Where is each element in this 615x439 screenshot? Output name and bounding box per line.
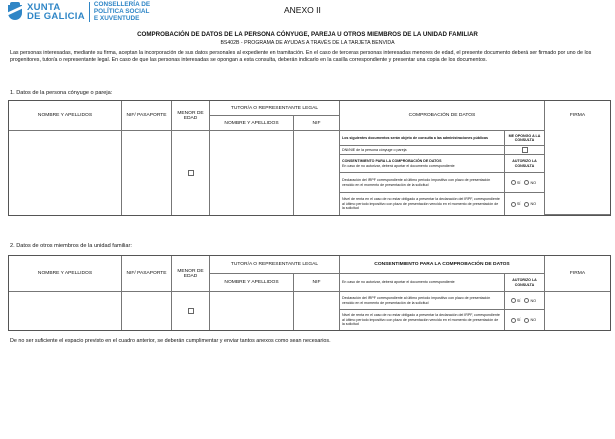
check-row-irpf: Declaración del IRPF correspondiente al último período impositivo con plazo de presentación vencido en el momento de presentación de la solicitud	[340, 173, 505, 193]
member-irpf-no-label: NO	[530, 298, 537, 303]
logo-divider	[89, 2, 90, 22]
spouse-tutor-name-cell[interactable]	[210, 131, 294, 215]
members-table	[8, 255, 611, 331]
section2-heading: 2. Datos de otros miembros de la unidad familiar:	[10, 243, 132, 249]
irpf-no-label: NO	[530, 180, 537, 185]
col-nif-header: NIF/ PASAPORTE	[122, 101, 172, 131]
col-tutor-name-header: NOMBRE Y APELLIDOS	[210, 116, 294, 131]
irpf-radio-group	[505, 173, 545, 193]
income-yes-label: SÍ	[516, 202, 521, 206]
irpf-yes-radio[interactable]	[511, 180, 516, 185]
irpf-no-radio[interactable]	[524, 180, 529, 185]
member-irpf-yes-radio[interactable]	[511, 298, 516, 303]
member-income-no-label: NO	[530, 318, 537, 322]
col-name-header: NOMBRE Y APELLIDOS	[9, 101, 122, 131]
check-row-income: Nivel de renta en el caso de no estar obligado a presentar la declaración del IRPF, correspondiente al último período impositivo con plazo de presentación vencido en el momento de presentación de la solicitud	[340, 193, 505, 215]
dept-line1: CONSELLERÍA DE	[93, 1, 151, 8]
income-no-label: NO	[530, 202, 537, 206]
oppose-label: ME OPONGO A LA CONSULTA	[505, 131, 545, 146]
income-no-radio[interactable]	[524, 202, 529, 207]
authorize2-label: AUTORIZO LA CONSULTA	[505, 274, 545, 292]
oppose-cell	[505, 146, 545, 155]
spouse-table	[8, 100, 611, 216]
member-tutor-nif-cell[interactable]	[294, 292, 340, 330]
member-income-yes-radio[interactable]	[511, 318, 516, 323]
member-income-yes-label: SÍ	[516, 318, 521, 322]
col2-minor-header: MENOR DE EDAD	[172, 256, 210, 292]
xunta-logo	[6, 2, 150, 22]
consent-title: CONSENTIMIENTO PARA LA COMPROBACIÓN DE DATOS	[342, 159, 442, 164]
col2-tutor-name-header: NOMBRE Y APELLIDOS	[210, 274, 294, 292]
member-name-cell[interactable]	[9, 292, 122, 330]
footer-note: De no ser suficiente el espacio previsto en el cuadro anterior, se deberán cumplimentar y enviar tantos anexos como sean necesarios.	[10, 338, 331, 344]
spouse-name-cell[interactable]	[9, 131, 122, 215]
member-tutor-name-cell[interactable]	[210, 292, 294, 330]
col-tutor-nif-header: NIF	[294, 116, 340, 131]
spouse-tutor-nif-cell[interactable]	[294, 131, 340, 215]
member-irpf-row: Declaración del IRPF correspondiente al último período impositivo con plazo de presentación vencido en el momento de presentación de la solicitud	[340, 292, 505, 310]
member-irpf-radio-group	[505, 292, 545, 310]
section1-heading: 1. Datos de la persona cónyuge o pareja:	[10, 90, 113, 96]
consent-sub: En caso de no autorizar, deberá aportar el documento correspondiente	[342, 163, 455, 168]
member-sign-cell[interactable]	[545, 292, 610, 330]
logo-line1: XUNTA	[27, 2, 61, 14]
check-row-a: Los siguientes documentos serán objeto de consulta a las administraciones públicas	[340, 131, 505, 146]
col2-tutor-header: TUTOR/A O REPRESENTANTE LEGAL	[210, 256, 340, 274]
member-minor-checkbox[interactable]	[188, 308, 194, 314]
col-check-header: COMPROBACIÓN DE DATOS	[340, 101, 545, 131]
spouse-nif-cell[interactable]	[122, 131, 172, 215]
galicia-shield-icon	[6, 2, 24, 22]
member-income-row: Nivel de renta en el caso de no estar obligado a presentar la declaración del IRPF, correspondiente al último período impositivo con plazo de presentación vencido en el momento de presentación de la solicitud	[340, 310, 505, 330]
col2-nif-header: NIF/ PASAPORTE	[122, 256, 172, 292]
col-minor-header: MENOR DE EDAD	[172, 101, 210, 131]
member-income-no-radio[interactable]	[524, 318, 529, 323]
member-irpf-yes-label: SÍ	[516, 298, 521, 303]
income-yes-radio[interactable]	[511, 202, 516, 207]
oppose-checkbox[interactable]	[522, 147, 528, 153]
annex-label: ANEXO II	[284, 5, 321, 15]
logo-line2: DE GALICIA	[27, 11, 85, 23]
page-title: COMPROBACIÓN DE DATOS DE LA PERSONA CÓNYUGE, PAREJA U OTROS MIEMBROS DE LA UNIDAD FAMILIAR	[137, 31, 478, 38]
col2-tutor-nif-header: NIF	[294, 274, 340, 292]
member-minor-cell	[172, 292, 210, 330]
spouse-minor-cell	[172, 131, 210, 215]
check-row-c	[340, 155, 505, 173]
col-sign-header	[545, 101, 610, 215]
income-radio-group	[505, 193, 545, 215]
sign-label: FIRMA	[569, 113, 586, 118]
col2-name-header: NOMBRE Y APELLIDOS	[9, 256, 122, 292]
dept-line2: POLÍTICA SOCIAL	[93, 7, 150, 15]
consent2-sub: En caso de no autorizar, deberá aportar el documento correspondiente	[340, 274, 505, 292]
member-irpf-no-radio[interactable]	[524, 298, 529, 303]
col2-consent-header: CONSENTIMIENTO PARA LA COMPROBACIÓN DE DATOS	[340, 256, 545, 274]
authorize-label: AUTORIZO LA CONSULTA	[505, 155, 545, 173]
check-row-b: DNI/NIE de la persona cónyuge o pareja	[340, 146, 505, 155]
spouse-minor-checkbox[interactable]	[188, 170, 194, 176]
member-income-radio-group	[505, 310, 545, 330]
col2-sign-header: FIRMA	[545, 256, 610, 292]
intro-text: Las personas interesadas, mediante su firma, aceptan la incorporación de sus datos personales al expediente en tramitación. En el caso de terceras personas interesadas menores de edad, el presente documento deberá ser firmado por uno de los progenitores, tutor/a o representante legal. En caso de que las personas interesadas se opongan a esta consulta, deberán indicarlo en la casilla correspondiente y presentar una copia de los documentos.	[10, 50, 592, 63]
page-subtitle: BS402B - PROGRAMA DE AYUDAS A TRAVÉS DE LA TARJETA BENVIDA	[220, 40, 395, 46]
member-nif-cell[interactable]	[122, 292, 172, 330]
dept-line3: E XUVENTUDE	[93, 14, 140, 22]
col-tutor-header: TUTOR/A O REPRESENTANTE LEGAL	[210, 101, 340, 116]
irpf-yes-label: SÍ	[516, 180, 521, 185]
page-header	[6, 2, 609, 24]
